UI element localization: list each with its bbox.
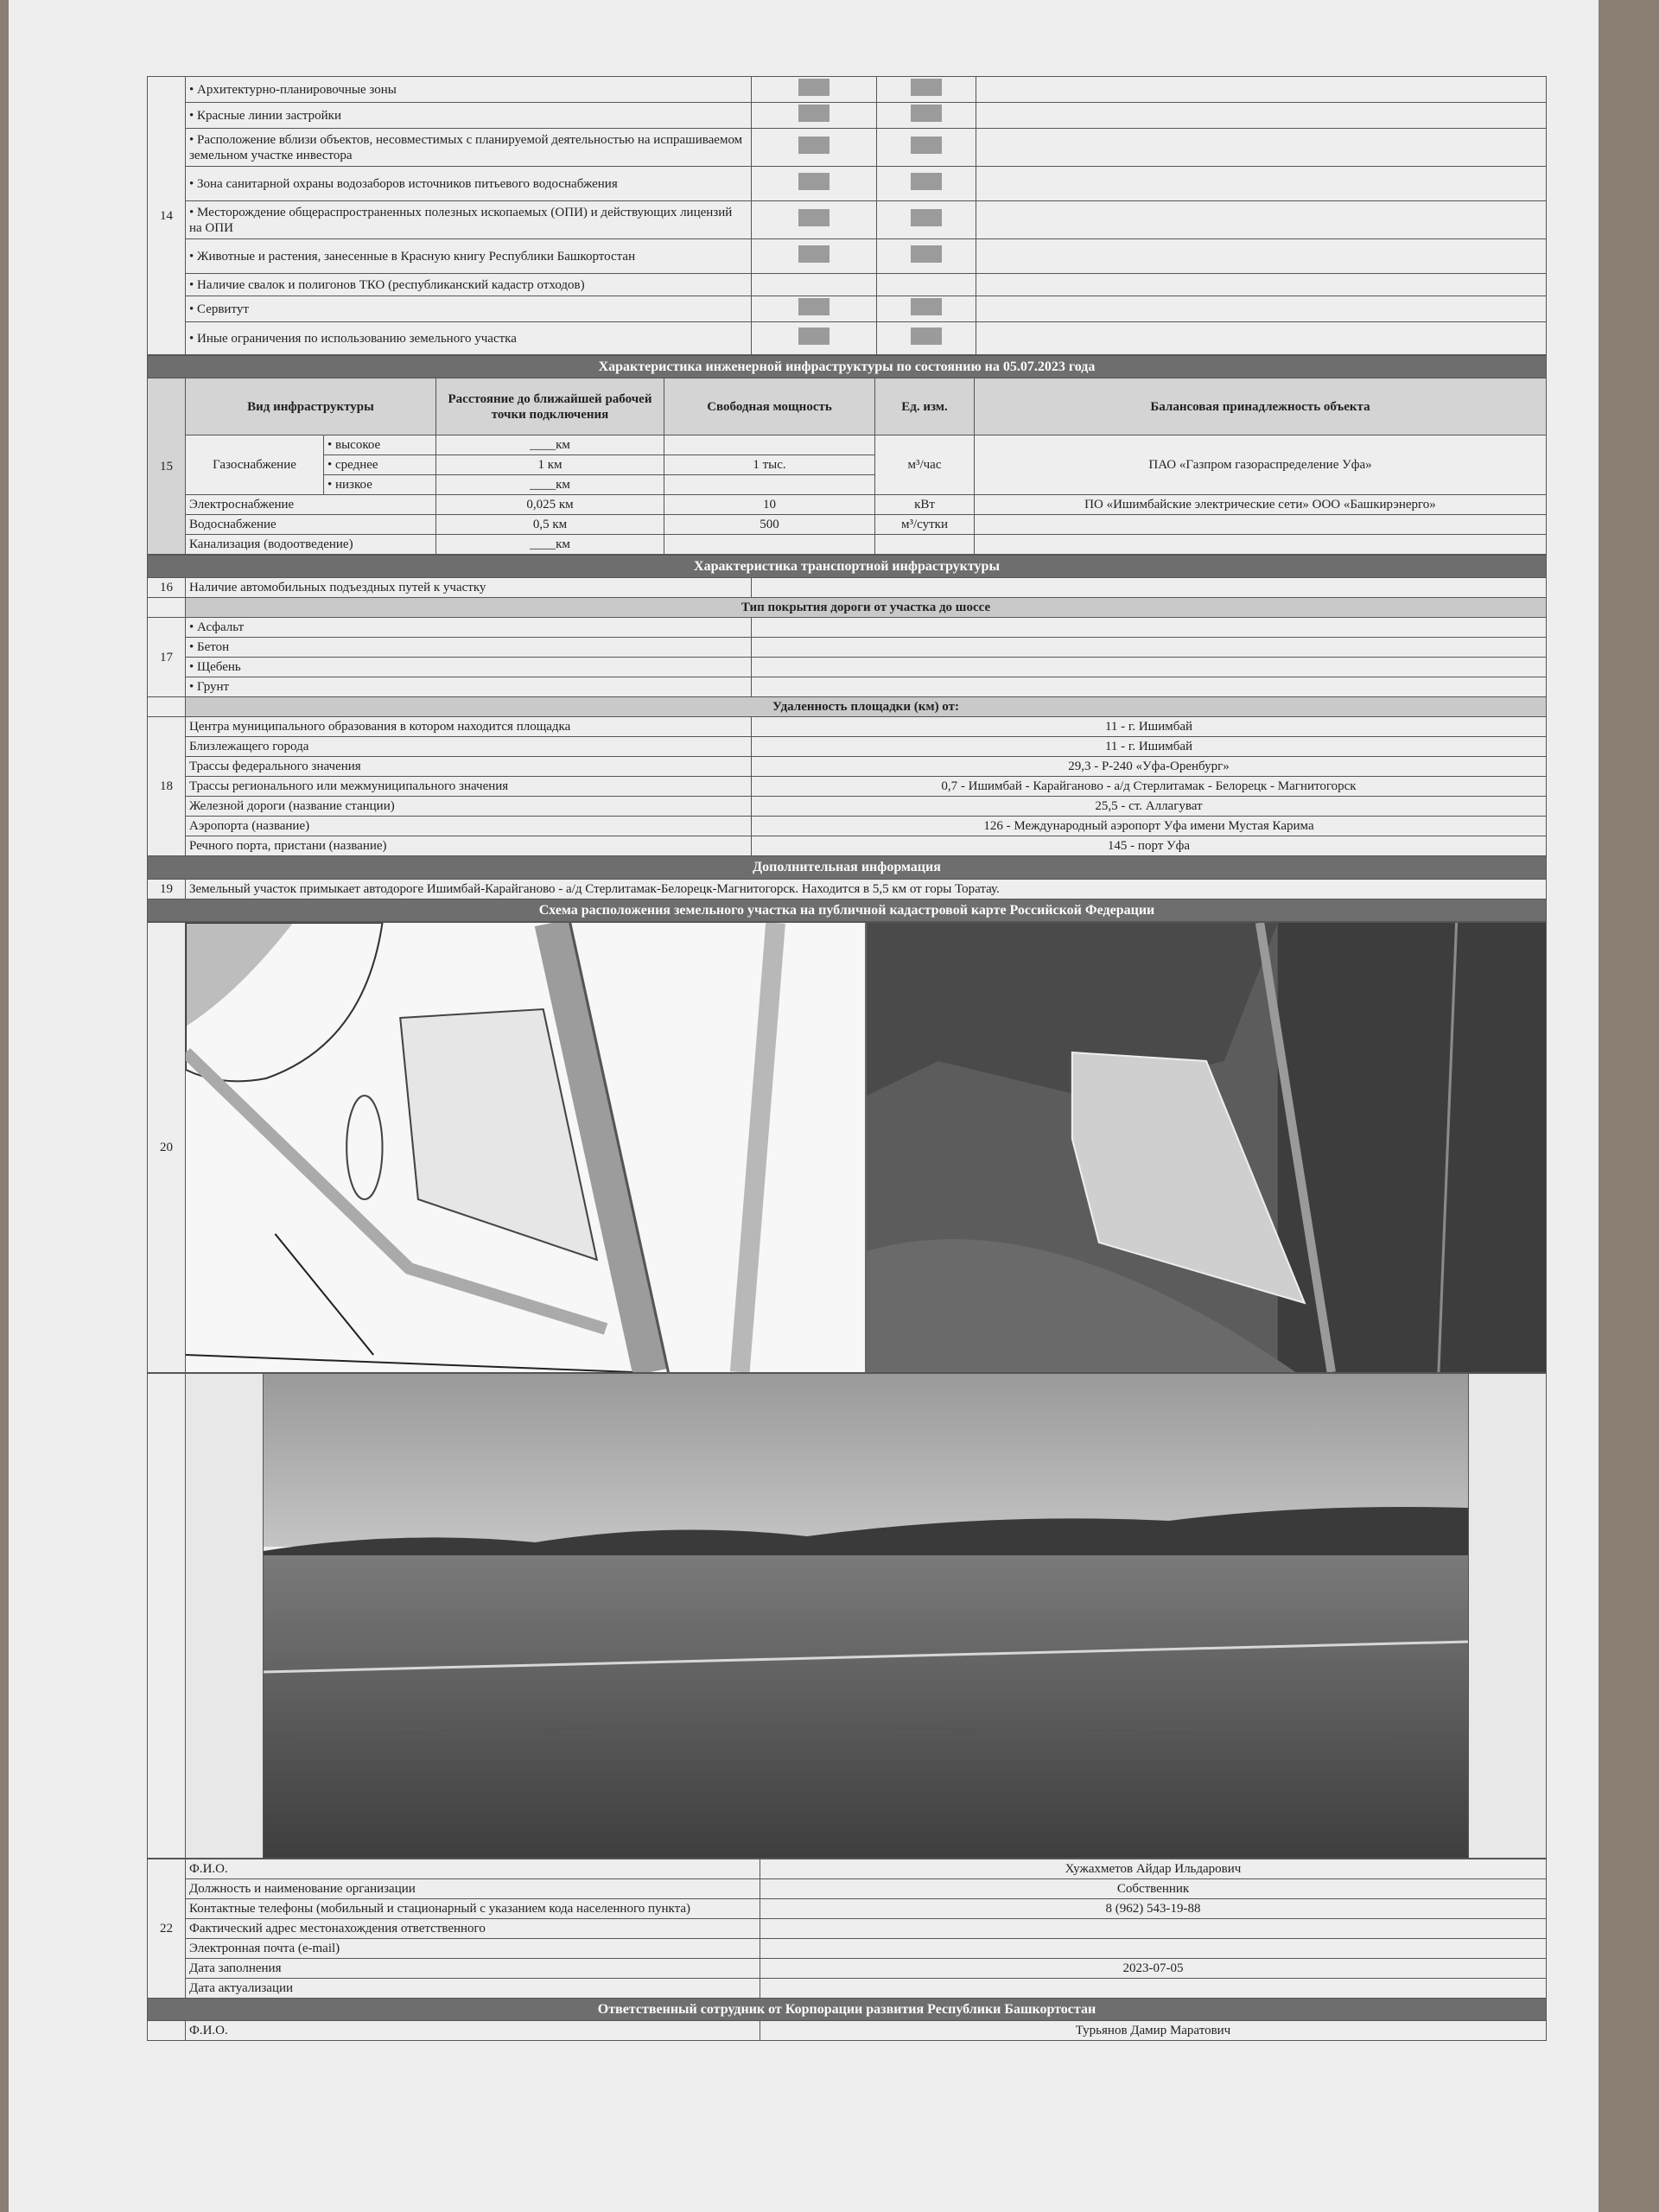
restriction-item: • Сервитут bbox=[186, 296, 752, 322]
section-16-19-table bbox=[147, 555, 1547, 922]
infra-capacity bbox=[664, 535, 875, 555]
contact-label: Дата актуализации bbox=[186, 1978, 760, 1998]
infra-label: Канализация (водоотведение) bbox=[186, 535, 436, 555]
section-20-table bbox=[147, 922, 1547, 1373]
infra-owner: ПО «Ишимбайские электрические сети» ООО «Башкирэнерго» bbox=[975, 495, 1547, 515]
row-number: 20 bbox=[148, 922, 186, 1372]
contact-label: Ф.И.О. bbox=[186, 1859, 760, 1878]
row-number: 16 bbox=[148, 578, 186, 598]
restriction-item: • Иные ограничения по использованию земельного участка bbox=[186, 322, 752, 355]
distance-value: 11 - г. Ишимбай bbox=[752, 717, 1547, 737]
redaction-block bbox=[798, 137, 830, 154]
redaction-block bbox=[911, 298, 942, 315]
redaction-block bbox=[911, 327, 942, 345]
section-title: Ответственный сотрудник от Корпорации развития Республики Башкортостан bbox=[148, 1998, 1547, 2020]
gas-label: Газоснабжение bbox=[186, 435, 324, 495]
redaction-block bbox=[911, 173, 942, 190]
gas-level: • низкое bbox=[324, 475, 436, 495]
responsible-label: Ф.И.О. bbox=[186, 2020, 760, 2040]
redaction-block bbox=[798, 245, 830, 263]
row-number: 19 bbox=[148, 879, 186, 899]
contact-label: Электронная почта (e-mail) bbox=[186, 1938, 760, 1958]
road-type-item: • Грунт bbox=[186, 677, 752, 697]
row-number: 22 bbox=[148, 1859, 186, 1998]
distance-value: 29,3 - Р-240 «Уфа-Оренбург» bbox=[752, 757, 1547, 777]
infra-owner bbox=[975, 535, 1547, 555]
section-title: Схема расположения земельного участка на публичной кадастровой карте Российской Федерации bbox=[148, 899, 1547, 921]
contact-label: Контактные телефоны (мобильный и стационарный с указанием кода населенного пункта) bbox=[186, 1898, 760, 1918]
responsible-value: Турьянов Дамир Маратович bbox=[760, 2020, 1547, 2040]
section-title: Дополнительная информация bbox=[148, 856, 1547, 879]
redaction-block bbox=[911, 79, 942, 96]
contact-value: 2023-07-05 bbox=[760, 1958, 1547, 1978]
infra-label: Электроснабжение bbox=[186, 495, 436, 515]
contact-label: Фактический адрес местонахождения ответственного bbox=[186, 1918, 760, 1938]
redaction-block bbox=[911, 209, 942, 226]
infra-unit bbox=[875, 535, 975, 555]
section-title: Характеристика инженерной инфраструктуры по состоянию на 05.07.2023 года bbox=[148, 356, 1547, 378]
contact-value: 8 (962) 543-19-88 bbox=[760, 1898, 1547, 1918]
redaction-block bbox=[798, 327, 830, 345]
infra-distance: 0,5 км bbox=[436, 515, 664, 535]
gas-capacity: 1 тыс. bbox=[664, 455, 875, 475]
contact-value bbox=[760, 1978, 1547, 1998]
distance-label: Трассы регионального или межмуниципального значения bbox=[186, 777, 752, 797]
section-14-table bbox=[147, 76, 1547, 355]
redaction-block bbox=[798, 209, 830, 226]
gas-distance: 1 км bbox=[436, 455, 664, 475]
distance-label: Близлежащего города bbox=[186, 737, 752, 757]
restriction-item: • Зона санитарной охраны водозаборов источников питьевого водоснабжения bbox=[186, 167, 752, 201]
redaction-block bbox=[798, 298, 830, 315]
distance-value: 0,7 - Ишимбай - Карайганово - а/д Стерлитамак - Белорецк - Магнитогорск bbox=[752, 777, 1547, 797]
road-type-item: • Асфальт bbox=[186, 618, 752, 638]
gas-level: • среднее bbox=[324, 455, 436, 475]
restriction-item: • Животные и растения, занесенные в Красную книгу Республики Башкортостан bbox=[186, 239, 752, 274]
restriction-item: • Красные линии застройки bbox=[186, 103, 752, 129]
redaction-block bbox=[798, 173, 830, 190]
header-unit: Ед. изм. bbox=[875, 378, 975, 435]
distance-value: 11 - г. Ишимбай bbox=[752, 737, 1547, 757]
contact-label: Дата заполнения bbox=[186, 1958, 760, 1978]
header-capacity: Свободная мощность bbox=[664, 378, 875, 435]
gas-owner: ПАО «Газпром газораспределение Уфа» bbox=[975, 435, 1547, 495]
photo-table bbox=[147, 1373, 1547, 1859]
row-number: 18 bbox=[148, 717, 186, 856]
header-owner: Балансовая принадлежность объекта bbox=[975, 378, 1547, 435]
restriction-item: • Месторождение общераспространенных полезных ископаемых (ОПИ) и действующих лицензий на ОПИ bbox=[186, 201, 752, 239]
contact-value: Собственник bbox=[760, 1878, 1547, 1898]
contact-label: Должность и наименование организации bbox=[186, 1878, 760, 1898]
gas-unit: м³/час bbox=[875, 435, 975, 495]
additional-info-text: Земельный участок примыкает автодороге Ишимбай-Карайганово - а/д Стерлитамак-Белорецк-Магнитогорск. Находится в 5,5 км от горы Торатау. bbox=[186, 879, 1547, 899]
redaction-block bbox=[798, 105, 830, 122]
redaction-block bbox=[911, 245, 942, 263]
document bbox=[147, 76, 1547, 2041]
row-number: 14 bbox=[148, 77, 186, 355]
infra-unit: м³/сутки bbox=[875, 515, 975, 535]
cadastral-map-scheme bbox=[186, 923, 867, 1372]
infra-owner bbox=[975, 515, 1547, 535]
row-number: 17 bbox=[148, 618, 186, 697]
gas-distance: ____км bbox=[436, 475, 664, 495]
distance-label: Аэропорта (название) bbox=[186, 817, 752, 836]
distance-label: Трассы федерального значения bbox=[186, 757, 752, 777]
restriction-item: • Наличие свалок и полигонов ТКО (республиканский кадастр отходов) bbox=[186, 274, 752, 296]
section-subtitle: Удаленность площадки (км) от: bbox=[186, 697, 1547, 717]
row-number: 15 bbox=[148, 378, 186, 555]
header-type: Вид инфраструктуры bbox=[186, 378, 436, 435]
distance-label: Центра муниципального образования в котором находится площадка bbox=[186, 717, 752, 737]
satellite-map bbox=[867, 923, 1546, 1372]
infra-distance: 0,025 км bbox=[436, 495, 664, 515]
section-subtitle: Тип покрытия дороги от участка до шоссе bbox=[186, 598, 1547, 618]
redaction-block bbox=[911, 137, 942, 154]
restriction-item: • Расположение вблизи объектов, несовместимых с планируемой деятельностью на испрашиваемом земельном участке инвестора bbox=[186, 129, 752, 167]
infra-capacity: 500 bbox=[664, 515, 875, 535]
infra-label: Водоснабжение bbox=[186, 515, 436, 535]
section-title: Характеристика транспортной инфраструктуры bbox=[148, 556, 1547, 578]
roads-label: Наличие автомобильных подъездных путей к участку bbox=[186, 578, 752, 598]
site-photo bbox=[264, 1374, 1468, 1858]
contact-value bbox=[760, 1938, 1547, 1958]
contact-value: Хужахметов Айдар Ильдарович bbox=[760, 1859, 1547, 1878]
distance-label: Речного порта, пристани (название) bbox=[186, 836, 752, 856]
road-type-item: • Бетон bbox=[186, 638, 752, 658]
gas-level: • высокое bbox=[324, 435, 436, 455]
distance-value: 25,5 - ст. Аллагуват bbox=[752, 797, 1547, 817]
redaction-block bbox=[798, 79, 830, 96]
distance-value: 126 - Международный аэропорт Уфа имени Мустая Карима bbox=[752, 817, 1547, 836]
redaction-block bbox=[911, 105, 942, 122]
gas-distance: ____км bbox=[436, 435, 664, 455]
restriction-item: • Архитектурно-планировочные зоны bbox=[186, 77, 752, 103]
infra-unit: кВт bbox=[875, 495, 975, 515]
infra-distance: ____км bbox=[436, 535, 664, 555]
section-15-table bbox=[147, 355, 1547, 555]
road-type-item: • Щебень bbox=[186, 658, 752, 677]
distance-value: 145 - порт Уфа bbox=[752, 836, 1547, 856]
header-distance: Расстояние до ближайшей рабочей точки подключения bbox=[436, 378, 664, 435]
distance-label: Железной дороги (название станции) bbox=[186, 797, 752, 817]
infra-capacity: 10 bbox=[664, 495, 875, 515]
section-22-table bbox=[147, 1859, 1547, 2041]
contact-value bbox=[760, 1918, 1547, 1938]
